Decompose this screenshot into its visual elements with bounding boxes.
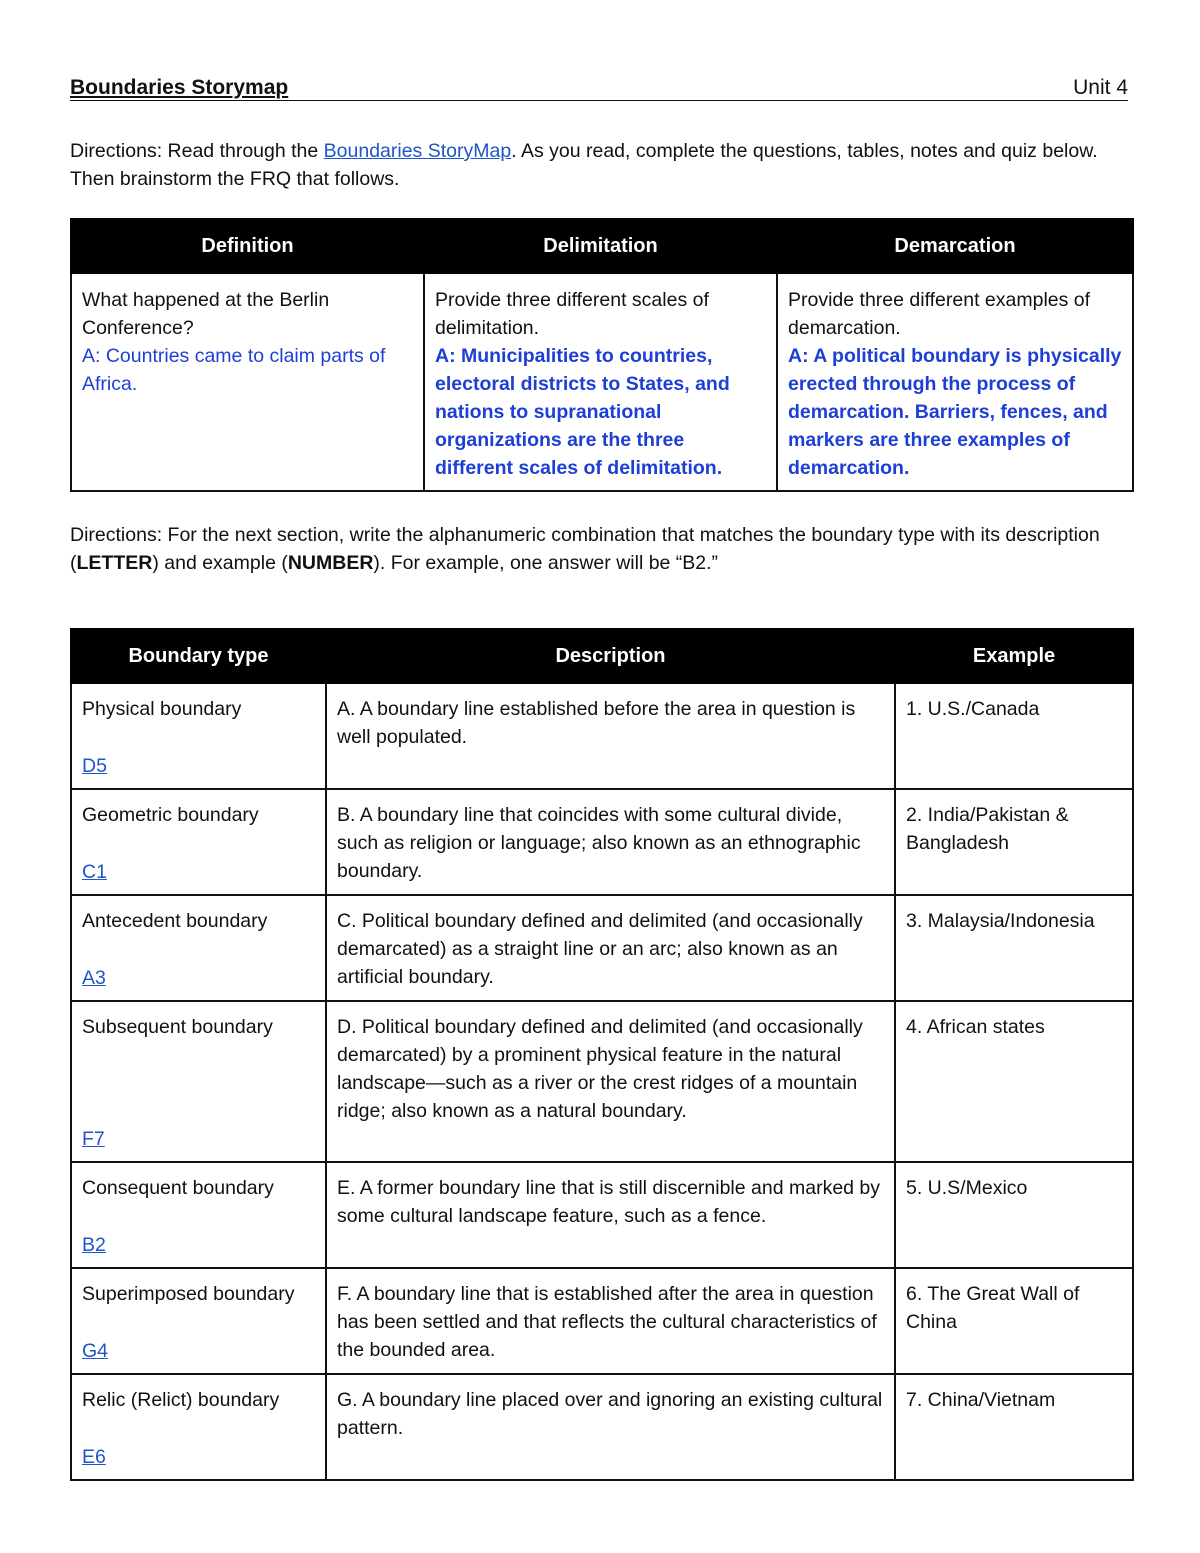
header-demarcation: Demarcation [777,219,1133,273]
example-cell: 3. Malaysia/Indonesia [895,895,1133,1001]
answer-code-link[interactable]: G4 [82,1340,109,1362]
table-row [71,1268,1133,1374]
example-cell: 2. India/Pakistan & Bangladesh [895,789,1133,895]
directions-intro-text-start: Directions: Read through the [70,140,324,162]
letter-keyword: LETTER [76,552,153,574]
table-row [71,683,1133,789]
definitions-table-row [71,273,1133,491]
demarcation-cell[interactable] [777,273,1133,491]
boundary-type-label: Geometric boundary [82,804,259,826]
definition-cell[interactable] [71,273,424,491]
table-row [71,895,1133,1001]
boundary-type-label: Physical boundary [82,698,242,720]
directions-matching-text-3: ). For example, one answer will be “B2.” [373,552,719,574]
boundary-type-label: Antecedent boundary [82,910,268,932]
example-cell: 7. China/Vietnam [895,1374,1133,1480]
number-keyword: NUMBER [287,552,374,574]
description-cell: A. A boundary line established before the area in question is well populated. [326,683,895,789]
table-row [71,1162,1133,1268]
storymap-link[interactable]: Boundaries StoryMap [323,140,512,162]
boundary-type-label: Relic (Relict) boundary [82,1389,280,1411]
unit-label: Unit 4 [1073,76,1128,99]
definition-answer: A: Countries came to claim parts of Africa. [82,345,386,395]
answer-code-link[interactable]: F7 [82,1128,105,1150]
header-boundary-type: Boundary type [71,629,326,683]
table-row [71,1001,1133,1162]
document-title: Boundaries Storymap [70,76,289,99]
page-header [70,76,1128,101]
boundary-type-cell[interactable] [71,1268,326,1374]
delimitation-answer: A: Municipalities to countries, electoral districts to States, and nations to supranational organizations are the three different scales of delimitation. [435,345,730,479]
definitions-table [70,218,1134,492]
answer-code-link[interactable]: C1 [82,861,107,883]
header-definition: Definition [71,219,424,273]
directions-intro-text-end: . As you read, complete the questions, tables, notes and quiz below. Then brainstorm the FRQ that follows. [70,140,1098,190]
boundary-type-cell[interactable] [71,895,326,1001]
directions-matching-text-2: ) and example ( [152,552,288,574]
example-cell: 4. African states [895,1001,1133,1162]
description-cell: G. A boundary line placed over and ignoring an existing cultural pattern. [326,1374,895,1480]
delimitation-question: Provide three different scales of delimitation. [435,289,709,339]
description-cell: F. A boundary line that is established after the area in question has been settled and that reflects the cultural characteristics of the bounded area. [326,1268,895,1374]
boundary-type-label: Subsequent boundary [82,1016,273,1038]
demarcation-question: Provide three different examples of demarcation. [788,289,1091,339]
answer-code-link[interactable]: A3 [82,967,106,989]
demarcation-answer: A: A political boundary is physically erected through the process of demarcation. Barriers, fences, and markers are three examples of demarcation. [788,345,1122,479]
answer-code-link[interactable]: E6 [82,1446,106,1468]
boundary-type-cell[interactable] [71,1162,326,1268]
boundary-type-label: Superimposed boundary [82,1283,295,1305]
boundary-type-cell[interactable] [71,1374,326,1480]
example-cell: 1. U.S./Canada [895,683,1133,789]
boundary-types-table [70,628,1134,1481]
header-description: Description [326,629,895,683]
directions-matching [70,521,1128,577]
directions-matching-text-1: Directions: For the next section, write the alphanumeric combination that matches the boundary type with its description ( [70,524,1100,574]
answer-code-link[interactable]: D5 [82,755,107,777]
boundary-table-header [71,629,1133,683]
boundary-type-cell[interactable] [71,789,326,895]
description-cell: E. A former boundary line that is still discernible and marked by some cultural landscape feature, such as a fence. [326,1162,895,1268]
delimitation-cell[interactable] [424,273,777,491]
directions-intro [70,137,1128,193]
description-cell: C. Political boundary defined and delimited (and occasionally demarcated) as a straight line or an arc; also known as an artificial boundary. [326,895,895,1001]
example-cell: 6. The Great Wall of China [895,1268,1133,1374]
header-example: Example [895,629,1133,683]
answer-code-link[interactable]: B2 [82,1234,106,1256]
boundary-type-cell[interactable] [71,1001,326,1162]
boundary-type-label: Consequent boundary [82,1177,274,1199]
boundary-type-cell[interactable] [71,683,326,789]
header-delimitation: Delimitation [424,219,777,273]
description-cell: D. Political boundary defined and delimited (and occasionally demarcated) by a prominent physical feature in the natural landscape—such as a river or the crest ridges of a mountain ridge; also known as a natural boundary. [326,1001,895,1162]
example-cell: 5. U.S/Mexico [895,1162,1133,1268]
table-row [71,1374,1133,1480]
description-cell: B. A boundary line that coincides with some cultural divide, such as religion or language; also known as an ethnographic boundary. [326,789,895,895]
definition-question: What happened at the Berlin Conference? [82,289,330,339]
definitions-table-header [71,219,1133,273]
table-row [71,789,1133,895]
